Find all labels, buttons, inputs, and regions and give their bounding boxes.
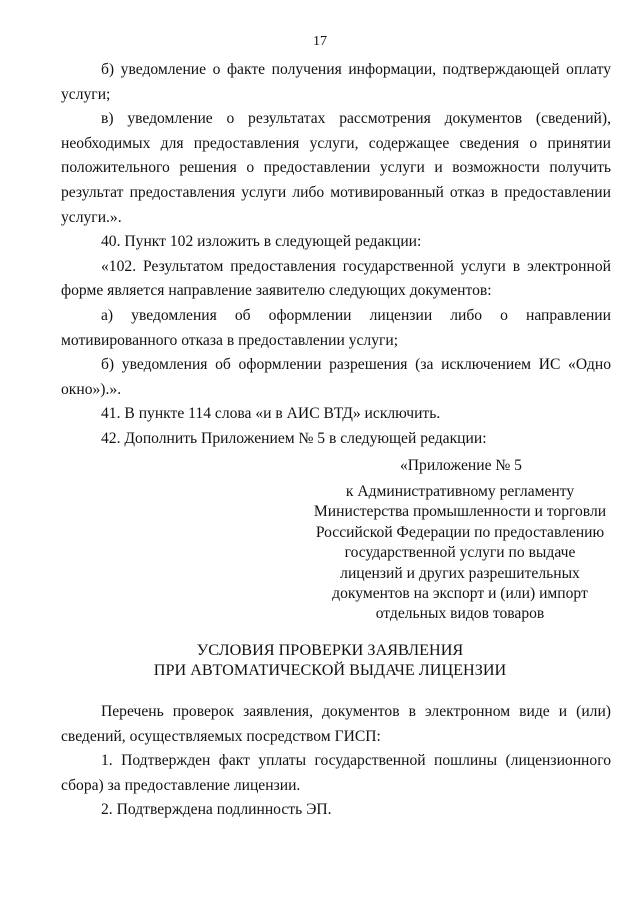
paragraph-check-list: Перечень проверок заявления, документов в электронном виде и (или) сведений, осуществляемых посредством ГИСП:: [61, 703, 611, 745]
appendix-line: документов на экспорт и (или) импорт: [332, 585, 588, 603]
paragraph-b-permit-notice: б) уведомления об оформлении разрешения (за исключением ИС «Одно окно»).».: [61, 356, 611, 398]
section-title: [0, 640, 640, 680]
paragraph-item-42: 42. Дополнить Приложением № 5 в следующей редакции:: [101, 429, 487, 447]
section-body: [61, 700, 611, 823]
paragraph-a-license-notice: а) уведомления об оформлении лицензии либо о направлении мотивированного отказа в предоставлении услуги;: [61, 306, 611, 349]
paragraph-item-41: 41. В пункте 114 слова «и в АИС ВТД» исключить.: [101, 405, 441, 423]
appendix-line: лицензий и других разрешительных: [340, 564, 580, 582]
appendix-line: к Административному регламенту: [345, 483, 575, 500]
paragraph-b-payment-notice: б) уведомление о факте получения информации, подтверждающей оплату услуги;: [61, 61, 611, 103]
appendix-reference: [300, 482, 620, 625]
body-text: [61, 58, 611, 452]
paragraph-check-1: 1. Подтвержден факт уплаты государственной пошлины (лицензионного сбора) за предоставление лицензии.: [61, 752, 611, 794]
paragraph-item-40: 40. Пункт 102 изложить в следующей редакции:: [101, 233, 422, 251]
appendix-line: отдельных видов товаров: [375, 605, 545, 623]
appendix-line: Российской Федерации по предоставлению: [315, 523, 605, 541]
paragraph-item-102: «102. Результатом предоставления государственной услуги в электронной форме является направление заявителю следующих документов:: [61, 257, 611, 300]
appendix-line: Министерства промышленности и торговли: [313, 503, 607, 521]
appendix-line: государственной услуги по выдаче: [344, 544, 576, 562]
section-title-line: ПРИ АВТОМАТИЧЕСКОЙ ВЫДАЧЕ ЛИЦЕНЗИИ: [153, 661, 507, 679]
appendix-heading: «Приложение № 5: [400, 457, 522, 474]
page-number: 17: [313, 34, 327, 49]
section-title-line: УСЛОВИЯ ПРОВЕРКИ ЗАЯВЛЕНИЯ: [196, 641, 464, 659]
paragraph-check-2: 2. Подтверждена подлинность ЭП.: [101, 801, 332, 819]
paragraph-v-review-results: в) уведомление о результатах рассмотрения документов (сведений), необходимых для предоставления услуги, содержащее сведения о принятии положительного решения о предоставлении услуги и возможности получить результат предоставления услуги либо мотивированный отказ в предоставлении услуги.».: [61, 110, 611, 226]
